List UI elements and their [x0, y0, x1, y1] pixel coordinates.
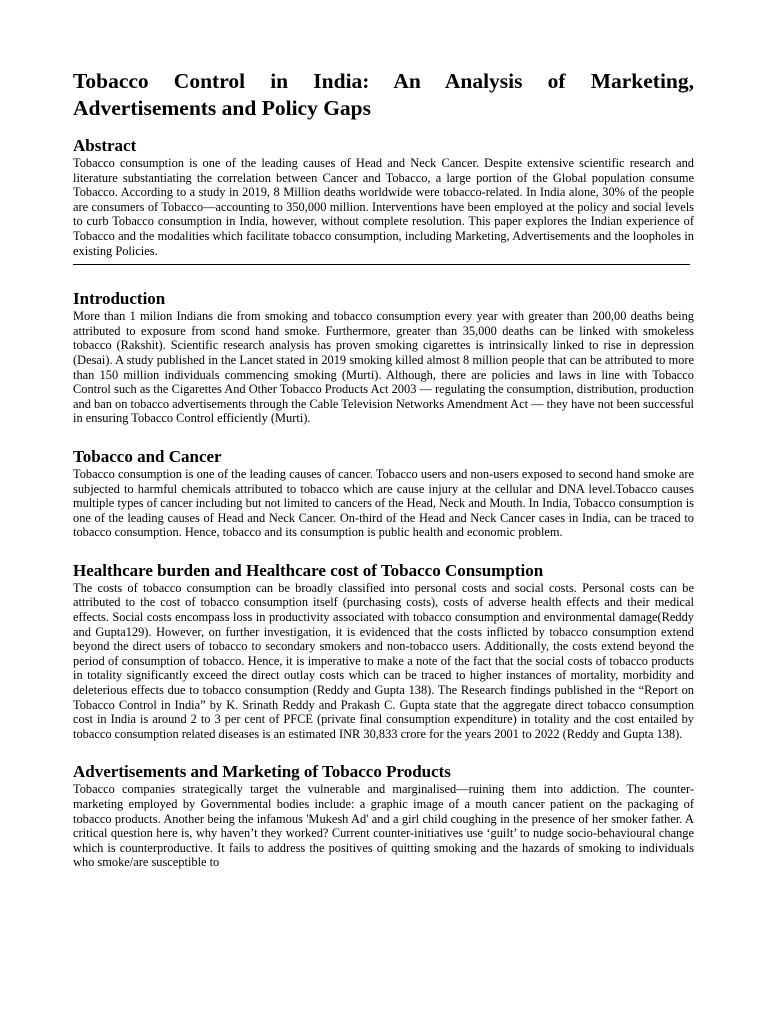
- introduction-text: More than 1 milion Indians die from smoking and tobacco consumption every year with greater than 200,00 deaths being attributed to exposure from scond hand smoke. Furthermore, greater than 35,000 deaths can be linked with smokeless tobacco (Rakshit). Scientific research analysis has proven smoking cigarettes is intrinsically linked to rise in depression (Desai). A study published in the Lancet stated in 2019 smoking killed almost 8 million people that can be attributed to more than 150 million individuals commencing smoking (Murti). Although, there are policies and laws in line with Tobacco Control such as the Cigarettes And Other Tobacco Products Act 2003 — regulating the consumption, distribution, production and ban on tobacco advertisements through the Cable Television Networks Amendment Act — they have not been successful in ensuring Tobacco Control efficiently (Murti).: [73, 309, 694, 426]
- paper-title: [73, 68, 694, 122]
- abstract-divider: [73, 264, 690, 265]
- healthcare-burden-text: The costs of tobacco consumption can be broadly classified into personal costs and social costs. Personal costs can be attributed to the cost of tobacco consumption itself (purchasing costs), costs of adverse health effects and their medical effects. Social costs encompass loss in productivity associated with tobacco consumption and environmental damage(Reddy and Gupta129). However, on further investigation, it is evidenced that the costs inflicted by tobacco consumption extend beyond the direct users of tobacco to secondary smokers and non-tobacco users. Additionally, the costs extend beyond the period of consumption of tobacco. Hence, it is imperative to make a note of the fact that the social costs of tobacco products in totality significantly exceed the direct outlay costs which can be traced to higher instances of mortality, morbidity and deleterious effects due to tobacco consumption (Reddy and Gupta 138). The Research findings published in the “Report on Tobacco Control in India” by K. Srinath Reddy and Prakash C. Gupta state that the aggregate direct tobacco consumption cost in India is around 2 to 3 per cent of PFCE (private final consumption expenditure) in totality and the cost entailed by tobacco consumption related diseases is an estimated INR 30,833 crore for the years 2001 to 2022 (Reddy and Gupta 138).: [73, 580, 694, 741]
- introduction-heading: Introduction: [73, 289, 166, 309]
- abstract-heading: Abstract: [73, 136, 137, 155]
- tobacco-cancer-text: Tobacco consumption is one of the leading causes of cancer. Tobacco users and non-users exposed to second hand smoke are subjected to harmful chemicals attributed to tobacco which are cause injury at the cellular and DNA level.Tobacco causes multiple types of cancer including but not limited to cancers of the Head, Neck and Mouth. In India, Tobacco consumption is one of the leading causes of Head and Neck Cancer. On-third of the Head and Neck Cancer cases in India, can be traced to tobacco consumption. Hence, tobacco and its consumption is public health and economic problem.: [73, 466, 694, 540]
- paper-title-line-1: Tobacco Control in India: An Analysis of Marketing,: [73, 69, 694, 93]
- abstract-text: Tobacco consumption is one of the leading causes of Head and Neck Cancer. Despite extensive scientific research and literature substantiating the correlation between Cancer and Tobacco, a large portion of the Global population consume Tobacco. According to a study in 2019, 8 Million deaths worldwide were tobacco-related. In India alone, 30% of the people are consumers of Tobacco—accounting to 350,000 million. Interventions have been employed at the policy and social levels to curb Tobacco consumption in India, however, without complete resolution. This paper explores the Indian experience of Tobacco and the modalities which facilitate tobacco consumption, including Marketing, Advertisements and the loopholes in existing Policies.: [73, 156, 694, 258]
- paper-page: [73, 68, 694, 870]
- healthcare-burden-heading: Healthcare burden and Healthcare cost of Tobacco Consumption: [73, 560, 544, 580]
- advertisements-text: Tobacco companies strategically target the vulnerable and marginalised—ruining them into addiction. The counter-marketing employed by Governmental bodies include: a graphic image of a mouth cancer patient on the packaging of tobacco products. Another being the infamous 'Mukesh Ad' and a girl child coughing in the presence of her smoker father. A critical question here is, why haven’t they worked? Current counter-initiatives use ‘guilt’ to nudge socio-behavioural change which is counterproductive. It fails to address the positives of quitting smoking and the hazards of smoking to individuals who smoke/are susceptible to: [73, 782, 694, 870]
- advertisements-heading: Advertisements and Marketing of Tobacco Products: [73, 762, 451, 782]
- tobacco-cancer-heading: Tobacco and Cancer: [73, 446, 222, 466]
- paper-title-line-2: Advertisements and Policy Gaps: [73, 96, 372, 120]
